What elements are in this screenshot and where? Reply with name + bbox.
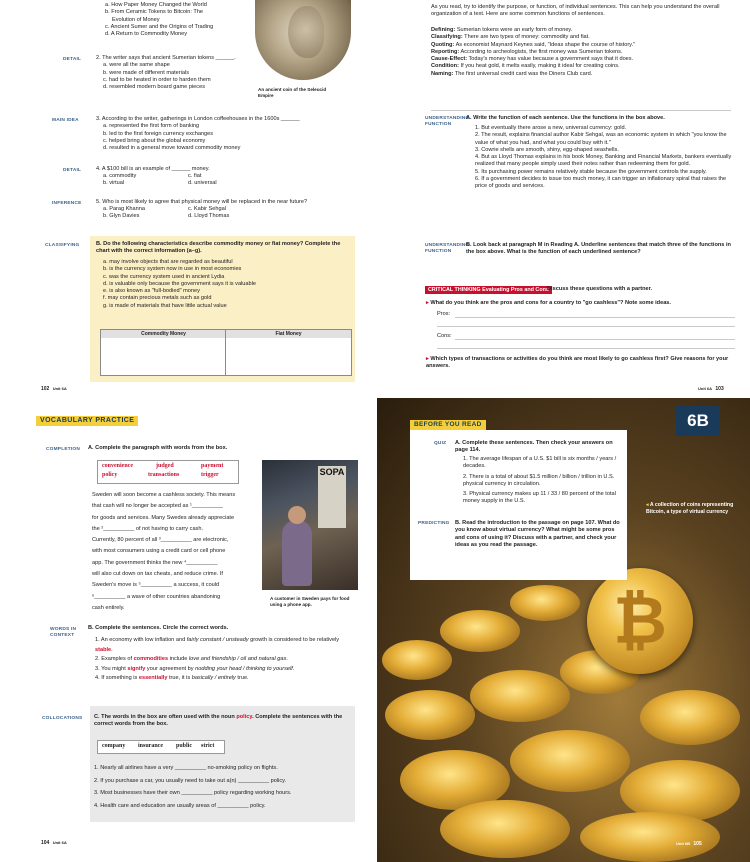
classify-item-d: d. is valuable only because the government says it is valuable — [103, 280, 256, 287]
bitcoin-coin-image — [587, 568, 693, 674]
cons-answer-line[interactable] — [455, 339, 735, 340]
coll-item-3: 3. Most businesses have their own __________ policy regarding working hours. — [94, 790, 292, 796]
function-name: Naming: — [431, 70, 454, 77]
coll-item-2: 2. If you purchase a car, you usually need to take out a(n) __________ policy. — [94, 777, 287, 784]
completion-label: COMPLETION — [46, 447, 80, 452]
collocations-label: COLLOCATIONS — [42, 716, 83, 721]
predicting-label: PREDICTING — [418, 521, 450, 526]
unit-label: Unit 6A — [698, 386, 712, 391]
function-example: If you heat gold, it melts easily, making it ideal for creating coins. — [460, 63, 620, 70]
word-option: transactions — [148, 472, 180, 478]
function-example: As economist Maynard Keynes said, "Ideas shape the course of history." — [455, 41, 636, 48]
question-4 — [96, 166, 346, 190]
quiz-items — [463, 456, 618, 506]
wic-item-1: 1. An economy with low inflation and fairly constant / unsteady growth is considered to be relatively stable. — [95, 637, 340, 653]
paragraph-line: Currently, 80 percent of all ³__________ are electronic, — [92, 537, 229, 544]
choice-pair[interactable]: nodding your head / thinking to yourself — [195, 665, 293, 672]
choice-pair[interactable]: basically / entirely — [191, 675, 236, 681]
coin-image — [440, 610, 520, 652]
page-number: 104 — [41, 840, 50, 846]
page-number-105 — [676, 841, 702, 847]
function-example: There are two types of money: commodity and fiat. — [464, 34, 590, 41]
q4-option-c[interactable]: c. fiat — [188, 173, 202, 179]
paragraph-line: with most consumers using a credit card or cell phone — [92, 548, 226, 555]
word-option: policy — [102, 472, 118, 478]
q2-text: 2. The writer says that ancient Sumerian tokens ______. — [96, 55, 236, 61]
before-you-read-header: BEFORE YOU READ — [410, 420, 486, 430]
q5-option-a[interactable]: a. Parag Khanna — [103, 206, 145, 212]
word-option: company — [102, 743, 126, 749]
function-name: Quoting: — [431, 41, 455, 48]
cons-answer-line-2[interactable] — [437, 348, 735, 349]
classify-item-e: e. is also known as "full-bodied" money — [103, 288, 200, 295]
ua-item-1: 1. But eventually there arose a new, universal currency: gold. — [475, 125, 627, 131]
customer-head — [288, 506, 306, 524]
page-number-104 — [41, 840, 67, 846]
fiat-answer-cell[interactable] — [228, 340, 348, 373]
paragraph-line: Sweden will soon become a cashless society. This means — [92, 492, 236, 498]
classify-item-g: g. is made of materials that have little actual value — [103, 302, 227, 309]
coin-image — [440, 800, 570, 858]
quiz-item-2[interactable]: 2. There is a total of about $1.5 million / billion / trillion in U.S. physical currency in circulation. — [463, 473, 615, 487]
ua-item-4: 4. But as Lloyd Thomas explains in his book Money, Banking and Financial Markets, bankers eventually realized that many people simply used their notes rather than redeeming them for gold. — [475, 154, 732, 168]
coin-image — [470, 670, 570, 722]
q4-option-a[interactable]: a. commodity — [103, 173, 137, 179]
function-example: The first universal credit card was the Diners Club card. — [454, 70, 593, 77]
function-list — [431, 27, 731, 78]
q3-option-c[interactable]: c. helped bring about the global economy — [103, 137, 206, 144]
quiz-item-1[interactable]: 1. The average lifespan of a U.S. $1 bill is six months / years / decades. — [463, 456, 617, 470]
page-number: 102 — [41, 386, 50, 392]
bitcoin-caption — [646, 502, 746, 515]
coin-image — [640, 690, 740, 745]
critical-q2 — [426, 356, 736, 371]
quiz-item-3[interactable]: 3. Physical currency makes up 11 / 33 / 80 percent of the total money supply in the U.S. — [463, 491, 616, 505]
pred-title: B. Read the introduction to the passage on page 107. What do you know about virtual currency? What might be some pros and cons of using it? Discuss with a partner, and check your ideas as you read the passage. — [455, 520, 620, 548]
function-name: Reporting: — [431, 48, 460, 55]
wic-item-4: 4. If something is essentially true, it is basically / entirely true. — [95, 675, 249, 681]
divider — [431, 110, 731, 111]
cons-label: Cons: — [437, 333, 452, 339]
q3-option-d[interactable]: d. resulted in a general move toward commodity money — [103, 145, 241, 152]
arrow-icon: ▸ — [426, 356, 429, 362]
photo-caption: A customer in Sweden pays for food using a phone app. — [270, 596, 350, 607]
function-name: Condition: — [431, 63, 459, 70]
word-option: insurance — [138, 743, 164, 749]
page-number: 105 — [693, 841, 702, 847]
unit-label: Unit 6B — [676, 841, 690, 846]
pros-label: Pros: — [437, 311, 451, 317]
coll-item-1: 1. Nearly all airlines have a very __________ no-smoking policy on flights. — [94, 765, 278, 771]
wic-item-3: 3. You might signify your agreement by nodding your head / thinking to yourself. — [95, 665, 295, 672]
q3-option-b[interactable]: b. led to the first foreign currency exchanges — [103, 130, 214, 137]
q1-option-b-cont: Evolution of Money — [112, 16, 160, 23]
ua-title: A. Write the function of each sentence. Use the functions in the box above. — [466, 115, 665, 121]
q4-label: DETAIL — [63, 168, 82, 173]
unit-label: Unit 6A — [52, 840, 67, 845]
paragraph-line: for goods and services. Many Swedes already appreciate — [92, 514, 235, 521]
paragraph-line: app. The government thinks the new ⁴__________ — [92, 559, 218, 566]
coin-image — [510, 730, 630, 792]
question-5 — [96, 199, 358, 223]
classify-label: CLASSIFYING — [45, 243, 80, 248]
table-divider — [225, 330, 226, 375]
function-name: Classifying: — [431, 34, 463, 41]
ua-item-5: 5. Its purchasing power remains relatively stable because the government controls the supply. — [475, 168, 707, 175]
pros-answer-line-2[interactable] — [437, 326, 735, 327]
q2-option-b[interactable]: b. were made of different materials — [103, 69, 190, 76]
unit-label: Unit 6A — [52, 386, 67, 391]
q1-option-a[interactable]: a. How Paper Money Changed the World — [105, 2, 207, 8]
ua-items — [475, 125, 737, 191]
q2-label: DETAIL — [63, 57, 82, 62]
ua-item-6: 6. If a government decides to issue too much money, it can trigger an inflationary spiral that raises the price of goods and services. — [475, 176, 727, 190]
function-example: Sumerian tokens were an early form of money. — [456, 27, 573, 33]
coin-image — [382, 640, 452, 680]
q1-options — [105, 2, 255, 38]
sweden-customer-photo — [262, 460, 358, 590]
page-number-102 — [41, 386, 67, 392]
table-header-fiat: Fiat Money — [226, 330, 351, 338]
q1-option-d[interactable]: d. A Return to Commodity Money — [105, 31, 188, 38]
q2-option-d[interactable]: d. resembled modern board game pieces — [103, 84, 205, 91]
choice-pair[interactable]: fairly constant / unsteady — [186, 637, 249, 643]
ub-title: B. Look back at paragraph M in Reading A. Underline sentences that match three of the functions in the box above. What is the function of each underlined sentence? — [466, 242, 731, 256]
q3-text: 3. According to the writer, gatherings in London coffeehouses in the 1600s ______ — [96, 116, 300, 122]
quiz-label: QUIZ — [434, 441, 447, 446]
coin-image — [580, 812, 720, 862]
q5-option-c[interactable]: c. Kabir Sehgal — [188, 206, 226, 212]
ua-item-3: 3. Cowrie shells are smooth, shiny, egg-shaped seashells. — [475, 146, 619, 153]
classify-table — [100, 329, 352, 376]
word-option: payment — [201, 463, 224, 469]
wic-items — [95, 636, 357, 684]
classify-item-b: b. is the currency system now in use in most economies — [103, 266, 242, 273]
shop-sign: SOPA — [318, 466, 346, 528]
q3-label: MAIN IDEA — [52, 118, 79, 123]
q1-option-b[interactable]: b. From Ceramic Tokens to Bitcoin: The — [105, 9, 204, 16]
critical-q1-text: What do you think are the pros and cons for a country to "go cashless"? Note some ideas. — [430, 300, 671, 306]
q4-option-b[interactable]: b. virtual — [103, 180, 125, 186]
function-name: Cause-Effect: — [431, 56, 468, 63]
q5-option-b[interactable]: b. Glyn Davies — [103, 213, 140, 219]
arrow-icon: ▸ — [426, 300, 429, 306]
coll-items — [94, 762, 352, 812]
coll-item-4: 4. Health care and education are usually areas of __________ policy. — [94, 802, 266, 809]
words-in-context-label: WORDS IN CONTEXT — [50, 627, 77, 638]
paragraph-line: that cash will no longer be accepted as ¹__________ — [92, 503, 223, 510]
customer-figure — [282, 520, 312, 586]
question-2 — [96, 55, 256, 91]
choice-pair[interactable]: love and friendship / oil and natural gas — [188, 656, 287, 662]
pros-answer-line[interactable] — [455, 317, 735, 318]
paragraph-line: the ²__________ of not having to carry cash. — [92, 525, 204, 532]
classify-title: B. Do the following characteristics describe commodity money or fiat money? Complete the chart with the correct information (a–g). — [96, 241, 341, 255]
critical-thinking-instruction: Discuss these questions with a partner. — [547, 286, 653, 292]
word-option: strict — [201, 743, 215, 749]
q5-option-d[interactable]: d. Lloyd Thomas — [188, 213, 230, 219]
coll-title: C. The words in the box are often used with the noun policy. Complete the sentences with the correct words from the box. — [94, 714, 343, 728]
q4-option-d[interactable]: d. universal — [188, 180, 217, 186]
q3-option-a[interactable]: a. represented the first form of banking — [103, 123, 200, 130]
wic-item-2: 2. Examples of commodities include love and friendship / oil and natural gas. — [95, 656, 288, 662]
classify-items — [103, 259, 348, 310]
q5-label: INFERENCE — [52, 201, 82, 206]
q1-option-c[interactable]: c. Ancient Sumer and the Origins of Trading — [105, 23, 214, 30]
critical-thinking-header: CRITICAL THINKING Evaluating Pros and Cons — [425, 286, 552, 294]
function-name: Defining: — [431, 27, 456, 33]
completion-paragraph — [92, 490, 260, 614]
wic-title: B. Complete the sentences. Circle the correct words. — [88, 625, 229, 631]
paragraph-line: cash entirely. — [92, 604, 125, 611]
ua-item-2: 2. The result, explains financial author Kabir Sehgal, was an economic system in which "you know the value of what you had, and what you could buy with it." — [475, 132, 727, 146]
unit-tag: 6B — [676, 406, 720, 436]
q4-text: 4. A $100 bill is an example of ______ money. — [96, 166, 210, 172]
q2-option-c[interactable]: c. had to be heated in order to harden them — [103, 76, 211, 83]
word-box-completion — [97, 460, 239, 484]
critical-q2-text: Which types of transactions or activities do you think are most likely to go cashless first? Give reasons for your answers. — [426, 356, 729, 370]
coin-image — [510, 585, 580, 621]
paragraph-line: Sweden's move is ⁵__________ a success, it could — [92, 582, 220, 589]
understanding-function-label-a: UNDERSTANDING FUNCTION — [425, 116, 470, 127]
page-number: 103 — [715, 386, 724, 392]
classify-item-a: a. may involve objects that are regarded as beautiful — [103, 259, 233, 265]
coin-caption: An ancient coin of the Seleucid Empire — [258, 87, 327, 98]
coin-portrait-icon — [288, 6, 324, 58]
quiz-title: A. Complete these sentences. Then check your answers on page 114. — [455, 440, 613, 454]
classify-item-c: c. was the currency system used in ancient Lydia — [103, 273, 225, 280]
bitcoin-icon: ₿ — [613, 582, 667, 659]
vocabulary-practice-header: VOCABULARY PRACTICE — [36, 416, 138, 426]
function-example: According to archeologists, the first money was Sumerian tokens. — [460, 48, 623, 55]
completion-title: A. Complete the paragraph with words from the box. — [88, 445, 228, 451]
word-option: trigger — [201, 472, 219, 478]
paragraph-line: will also cut down on tax cheats, and reduce crime. If — [92, 571, 223, 578]
word-option: judged — [156, 463, 174, 469]
table-header-commodity: Commodity Money — [101, 330, 226, 338]
function-intro: As you read, try to identify the purpose, or function, of individual sentences. This can help you understand the overall organization of a text. Here are some common functions of sentences. — [431, 4, 720, 18]
word-option: public — [176, 743, 193, 749]
word-option: convenience — [102, 463, 133, 469]
classify-item-f: f. may contain precious metals such as gold — [103, 295, 212, 302]
coin-image — [385, 690, 475, 740]
paragraph-line: ⁶__________ a wave of other countries abandoning — [92, 593, 221, 600]
understanding-function-label-b: UNDERSTANDING FUNCTION — [425, 243, 470, 254]
arrow-icon: ◂ — [646, 502, 649, 508]
function-example: Today's money has value because a government says that it does. — [468, 56, 634, 63]
word-box-collocations — [97, 740, 225, 754]
bitcoin-caption-text: A collection of coins representing Bitcoin, a type of virtual currency — [646, 502, 734, 515]
question-3 — [96, 116, 356, 152]
q2-option-a[interactable]: a. were all the same shape — [103, 62, 170, 69]
commodity-answer-cell[interactable] — [103, 340, 223, 373]
q5-text: 5. Who is most likely to agree that physical money will be replaced in the near future? — [96, 199, 308, 205]
page-number-103 — [698, 386, 724, 392]
critical-q1 — [426, 300, 736, 307]
